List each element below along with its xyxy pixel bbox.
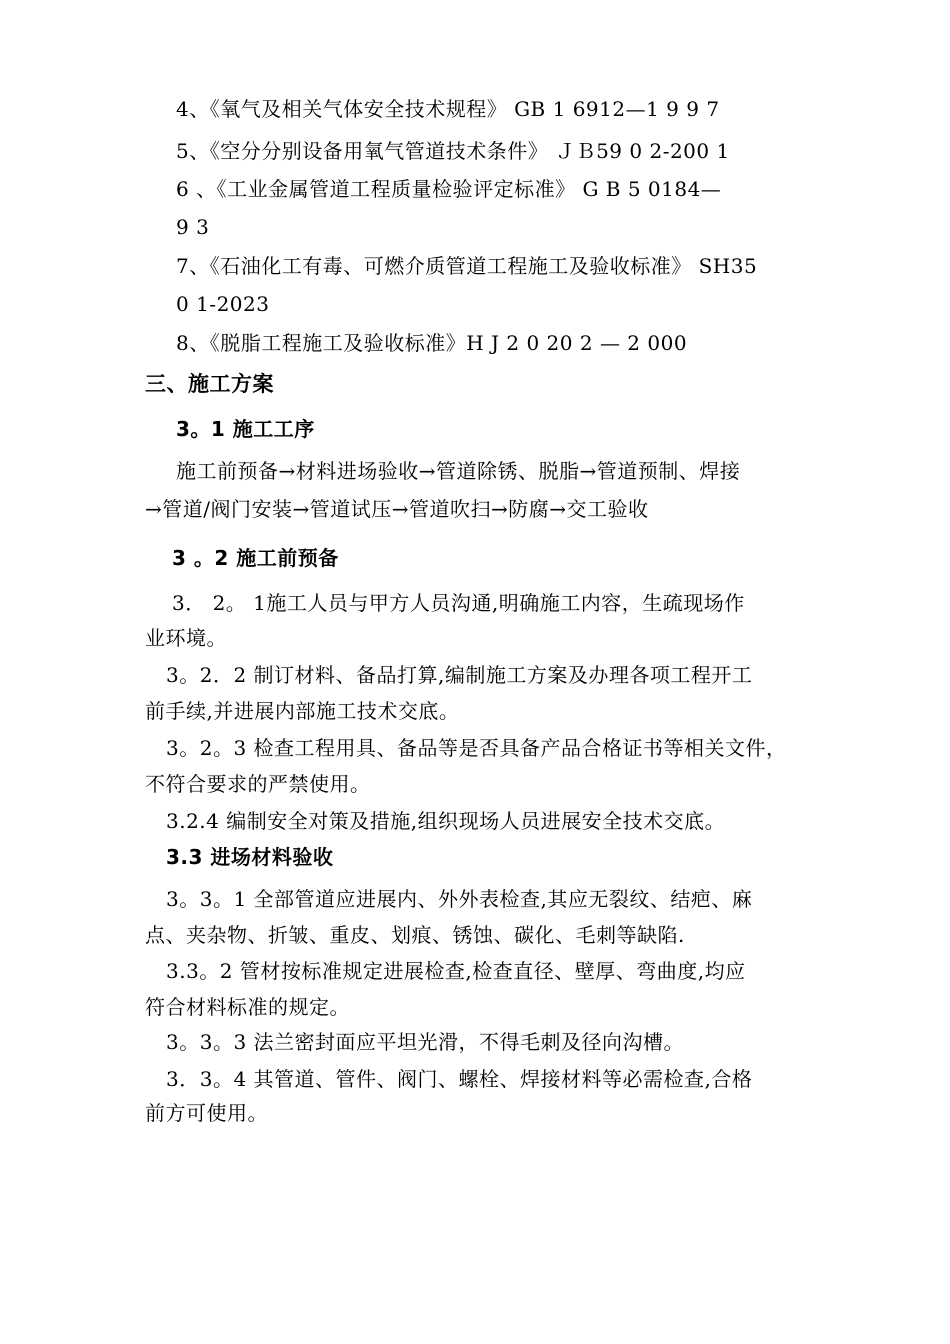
paragraph-line: 3。2。3 检查工程用具、备品等是否具备产品合格证书等相关文件，	[166, 736, 787, 760]
reference-7-continued: 0 1-2023	[176, 292, 270, 316]
reference-6-continued: 9 3	[176, 215, 210, 239]
paragraph-line: 点、夹杂物、折皱、重皮、划痕、锈蚀、碳化、毛刺等缺陷.	[145, 923, 685, 947]
paragraph-line: 3． 2。 1施工人员与甲方人员沟通,明确施工内容，生疏现场作	[172, 591, 745, 615]
paragraph-line: 3.3。2 管材按标准规定进展检查,检查直径、壁厚、弯曲度,均应	[166, 959, 746, 983]
reference-8: 8、《脱脂工程施工及验收标准》H J 2 0 20 2 — 2 000	[176, 331, 688, 355]
subsection-3-3-title: 3.3 进场材料验收	[166, 845, 334, 869]
reference-6: 6 、《工业金属管道工程质量检验评定标准》 G B 5 0184—	[176, 177, 722, 201]
paragraph-line: 3．3。4 其管道、管件、阀门、螺栓、焊接材料等必需检查,合格	[166, 1067, 753, 1091]
paragraph-line: 前方可使用。	[145, 1101, 268, 1125]
paragraph-line: 3.2.4 编制安全对策及措施,组织现场人员进展安全技术交底。	[166, 809, 726, 833]
paragraph-line: 不符合要求的严禁使用。	[145, 772, 371, 796]
paragraph-line: 施工前预备→材料进场验收→管道除锈、脱脂→管道预制、焊接	[176, 459, 741, 483]
paragraph-line: 业环境。	[145, 626, 227, 650]
subsection-3-2-title: 3 。2 施工前预备	[172, 546, 339, 570]
reference-5: 5、《空分分别设备用氧气管道技术条件》 ＪＢ59 0 2-200 1	[176, 139, 730, 163]
paragraph-line: →管道/阀门安装→管道试压→管道吹扫→防腐→交工验收	[145, 497, 649, 521]
paragraph-line: 符合材料标准的规定。	[145, 995, 350, 1019]
reference-7: 7、《石油化工有毒、可燃介质管道工程施工及验收标准》 SH35	[176, 254, 758, 278]
paragraph-line: 3。3。3 法兰密封面应平坦光滑，不得毛刺及径向沟槽。	[166, 1030, 685, 1054]
paragraph-line: 3。2．2 制订材料、备品打算,编制施工方案及办理各项工程开工	[166, 663, 753, 687]
paragraph-line: 前手续,并进展内部施工技术交底。	[145, 699, 460, 723]
reference-4: 4、《氧气及相关气体安全技术规程》 GB 1 6912—1 9 9 7	[176, 97, 720, 121]
paragraph-line: 3。3。1 全部管道应进展内、外外表检查,其应无裂纹、结疤、麻	[166, 887, 753, 911]
section-title: 三、施工方案	[145, 372, 274, 396]
subsection-3-1-title: 3。1 施工工序	[176, 417, 315, 441]
